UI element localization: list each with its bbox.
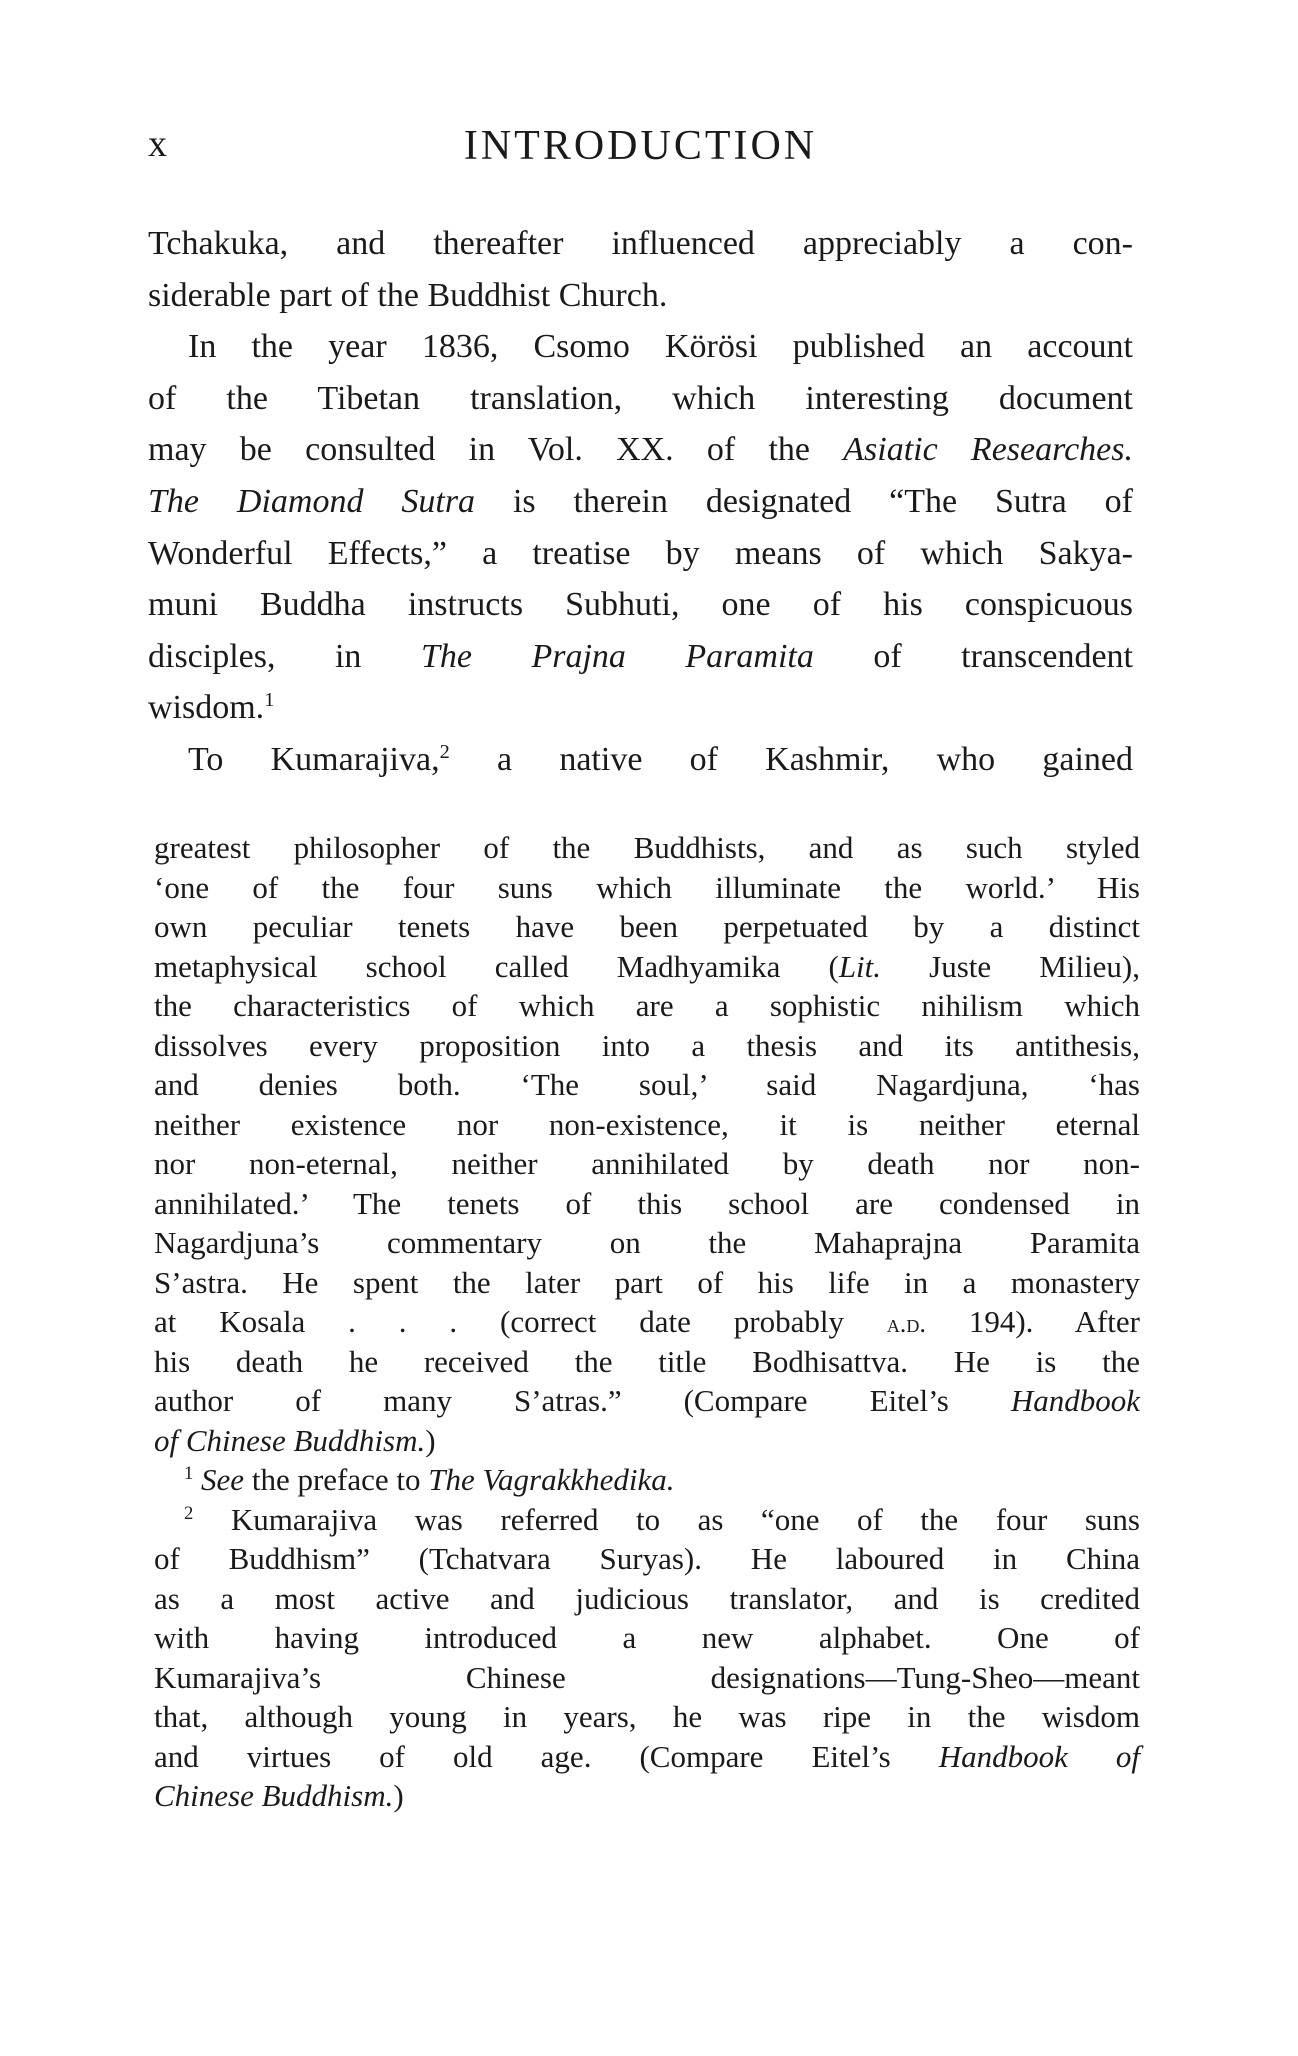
footnote-line — [154, 1223, 1140, 1263]
text-segment: a native of Kashmir, who gained — [449, 740, 1133, 778]
text-segment: S’astra. He spent the later part of his life in a monastery — [154, 1264, 1140, 1300]
footnote-line — [154, 1065, 1140, 1105]
footnote-line — [154, 1421, 1140, 1461]
body-line — [148, 270, 1133, 322]
footnote-line — [154, 1460, 1140, 1500]
text-segment: In the year 1836, Csomo Körösi published an account — [188, 328, 1133, 366]
footnote-line — [154, 1342, 1140, 1382]
text-segment: neither existence nor non-existence, it is neither eternal — [154, 1106, 1140, 1142]
footnote-line — [154, 1579, 1140, 1619]
text-segment: with having introduced a new alphabet. One of — [154, 1620, 1140, 1655]
footnote-line — [154, 1381, 1140, 1421]
text-segment: Kumarajiva was referred to as “one of the four suns — [193, 1501, 1140, 1537]
footnote-line — [154, 1026, 1140, 1066]
text-segment: at Kosala . . . (correct date probably — [154, 1304, 887, 1339]
body-text — [148, 218, 1133, 786]
footnote-line — [154, 868, 1140, 908]
running-title: INTRODUCTION — [463, 123, 818, 169]
body-line — [148, 579, 1133, 631]
running-header — [148, 122, 1133, 182]
text-segment: ) — [393, 1778, 404, 1813]
footnote-line — [154, 1737, 1140, 1777]
footnote-line — [154, 1776, 1140, 1816]
text-segment: siderable part of the Buddhist Church. — [148, 276, 668, 314]
text-segment: may be consulted in Vol. XX. of the — [148, 431, 844, 469]
italic-text: Chinese Buddhism. — [154, 1778, 394, 1813]
text-segment: 194). After — [925, 1304, 1140, 1339]
body-line — [148, 631, 1133, 683]
text-segment: ) — [425, 1422, 436, 1458]
text-segment: of the Tibetan translation, which interesting document — [148, 379, 1133, 417]
footnote-line — [154, 1302, 1140, 1342]
footnote-marker: 1 — [184, 1462, 194, 1484]
footnote-line — [154, 1105, 1140, 1145]
italic-text: Handbook — [1010, 1383, 1140, 1418]
italic-text: Handbook of — [938, 1738, 1140, 1774]
footnote-marker: 2 — [184, 1502, 194, 1524]
footnote-line — [154, 1184, 1140, 1224]
body-line — [148, 528, 1133, 580]
footnote-marker: 2 — [439, 740, 450, 763]
text-segment: own peculiar tenets have been perpetuated by a distinct — [154, 909, 1140, 944]
body-line — [148, 373, 1133, 425]
footnote-line — [154, 1500, 1140, 1540]
text-segment: that, although young in years, he was ripe in the wisdom — [154, 1699, 1140, 1734]
text-segment: greatest philosopher of the Buddhists, and as such styled — [154, 830, 1140, 865]
text-segment: dissolves every proposition into a thesis and its antithesis, — [154, 1027, 1140, 1063]
italic-text: The Vagrakkhedika. — [428, 1462, 675, 1497]
text-segment: disciples, in — [148, 637, 421, 675]
text-segment: Kumarajiva’s Chinese designations—Tung-Sheo—meant — [154, 1659, 1140, 1695]
text-segment: ‘one of the four suns which illuminate the world.’ His — [154, 869, 1140, 905]
text-segment: is therein designated “The Sutra of — [475, 482, 1133, 520]
text-segment: as a most active and judicious translator, and is credited — [154, 1580, 1140, 1616]
footnote-line — [154, 986, 1140, 1026]
text-segment: author of many S’atras.” (Compare Eitel’s — [154, 1383, 1011, 1418]
italic-text: The Prajna Paramita — [420, 637, 814, 675]
footnote-line — [154, 1144, 1140, 1184]
footnote-line — [154, 828, 1140, 868]
text-segment: muni Buddha instructs Subhuti, one of his conspicuous — [148, 586, 1133, 624]
text-segment: the characteristics of which are a sophistic nihilism which — [154, 988, 1140, 1023]
text-segment: nor non-eternal, neither annihilated by death nor non- — [154, 1146, 1140, 1181]
footnote-marker: 1 — [264, 689, 275, 712]
footnotes — [154, 828, 1140, 1816]
body-line — [148, 321, 1133, 373]
italic-text: of Chinese Buddhism. — [154, 1422, 426, 1458]
italic-text: See — [201, 1462, 245, 1497]
italic-text: Asiatic Researches. — [843, 431, 1133, 469]
body-line — [148, 682, 1133, 734]
text-segment: Nagardjuna’s commentary on the Mahaprajna Paramita — [154, 1225, 1140, 1260]
footnote-line — [154, 1697, 1140, 1737]
body-line — [148, 476, 1133, 528]
text-segment: Juste Milieu), — [881, 948, 1140, 984]
footnote-line — [154, 947, 1140, 987]
text-segment: and denies both. ‘The soul,’ said Nagardjuna, ‘has — [154, 1067, 1140, 1102]
body-line — [148, 218, 1133, 270]
italic-text: The Diamond Sutra — [148, 482, 476, 520]
italic-text: Lit. — [838, 948, 882, 984]
text-segment: wisdom. — [148, 689, 265, 727]
text-segment: metaphysical school called Madhyamika ( — [154, 948, 839, 984]
text-segment: Wonderful Effects,” a treatise by means of which Sakya- — [148, 534, 1133, 572]
text-segment: his death he received the title Bodhisattva. He is the — [154, 1343, 1140, 1379]
text-segment: of Buddhism” (Tchatvara Suryas). He laboured in China — [154, 1541, 1140, 1576]
text-segment: and virtues of old age. (Compare Eitel’s — [154, 1738, 939, 1774]
body-line — [148, 424, 1133, 476]
text-segment: Tchakuka, and thereafter influenced appreciably a con- — [148, 225, 1133, 262]
footnote-line — [154, 1263, 1140, 1303]
page-number: x — [148, 123, 167, 165]
body-line — [148, 734, 1133, 786]
text-segment: the preface to — [244, 1462, 429, 1497]
text-segment: a.d. — [886, 1309, 926, 1338]
footnote-line — [154, 1658, 1140, 1698]
footnote-line — [154, 1539, 1140, 1579]
footnote-line — [154, 907, 1140, 947]
footnote-line — [154, 1618, 1140, 1658]
text-segment: annihilated.’ The tenets of this school are condensed in — [154, 1185, 1140, 1221]
text-segment: of transcendent — [813, 637, 1133, 675]
text-segment — [193, 1462, 201, 1497]
text-segment: To Kumarajiva, — [188, 740, 440, 778]
